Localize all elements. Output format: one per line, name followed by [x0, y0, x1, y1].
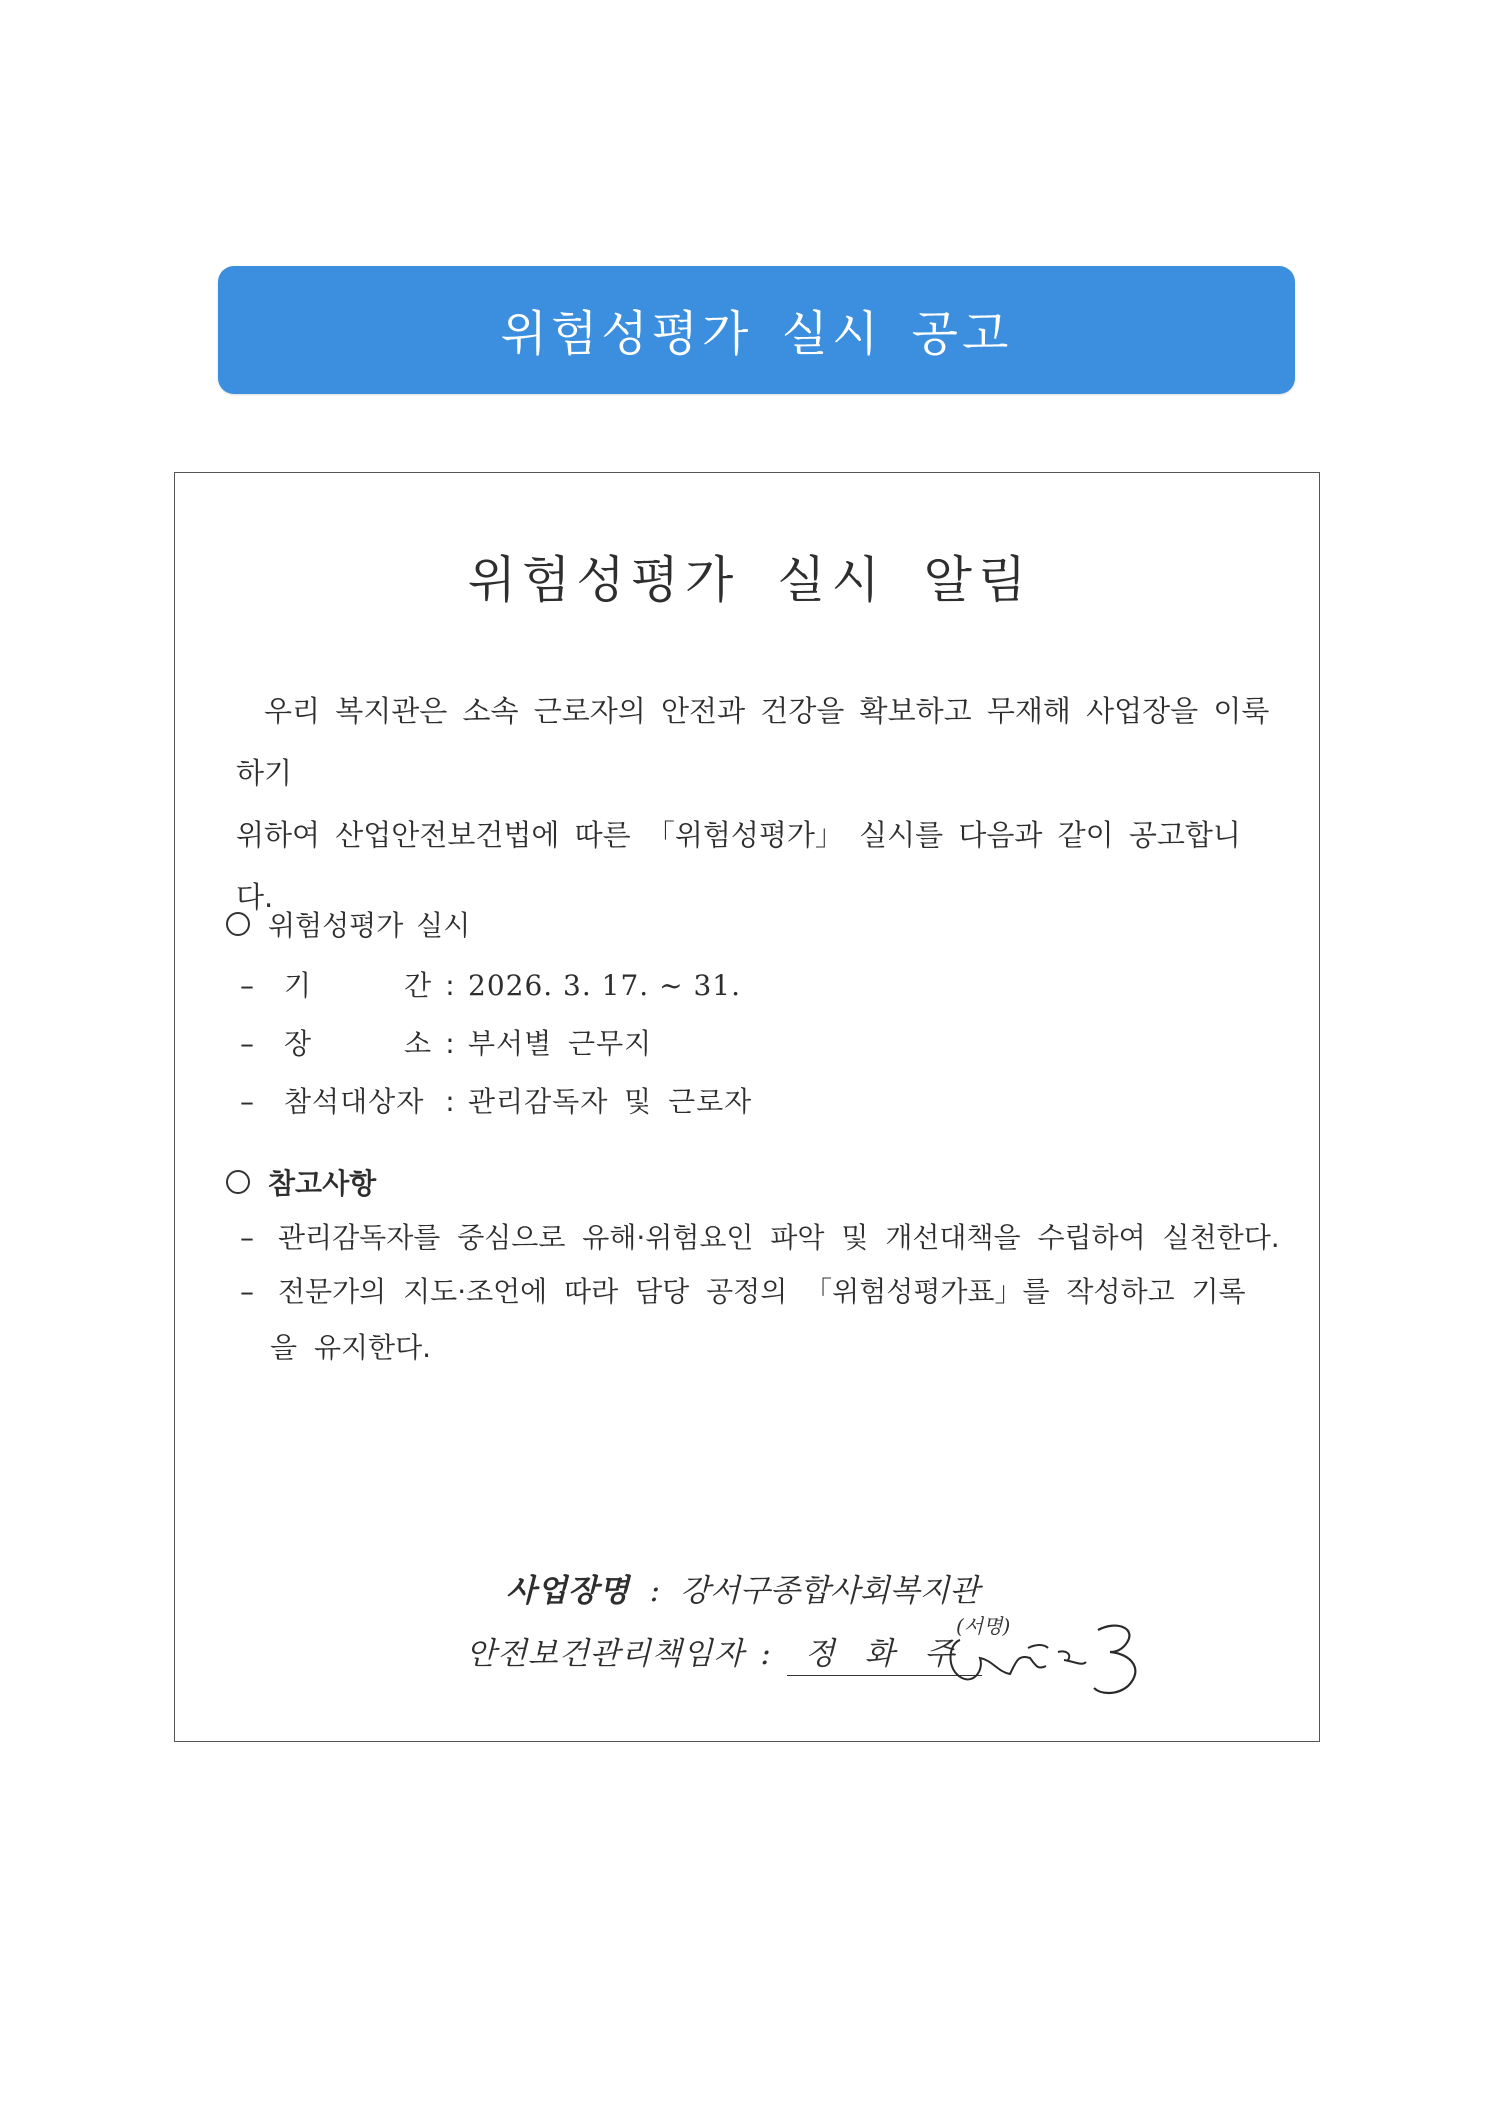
section-heading-assessment [226, 904, 470, 944]
circle-bullet-icon [226, 912, 250, 936]
item-separator: : [445, 1027, 455, 1060]
section-heading-notes [226, 1162, 376, 1202]
notice-banner [218, 266, 1295, 394]
banner-title: 위험성평가 실시 공고 [500, 305, 1013, 362]
item-value-attendees: 관리감독자 및 근로자 [468, 1085, 753, 1118]
sign-mark: (서명) [956, 1614, 1011, 1638]
intro-line-2: 위하여 산업안전보건법에 따른 「위험성평가」 실시를 다음과 같이 공고합니다. [236, 818, 1241, 914]
section-heading-text: 위험성평가 실시 [268, 909, 471, 942]
detail-item-period [240, 964, 741, 1004]
manager-name: 정 화 주 [787, 1628, 983, 1676]
circle-bullet-icon [226, 1170, 250, 1194]
item-label-part: 소 [403, 1027, 432, 1060]
item-separator: : [445, 969, 455, 1002]
section-heading-text: 참고사항 [268, 1167, 377, 1200]
item-label-part: 기 [284, 969, 313, 1002]
item-value-place: 부서별 근무지 [468, 1027, 653, 1060]
dash-bullet: – [240, 1085, 254, 1118]
manager-line [0, 1628, 1500, 1676]
dash-bullet: – [240, 969, 254, 1002]
note-text: 관리감독자를 중심으로 유해·위험요인 파악 및 개선대책을 수립하여 실천한다. [278, 1221, 1280, 1254]
dash-bullet: – [240, 1275, 254, 1308]
intro-line-1: 우리 복지관은 소속 근로자의 안전과 건강을 확보하고 무재해 사업장을 이룩하기 [236, 694, 1270, 790]
item-label-part: 간 [403, 969, 432, 1002]
detail-item-place [240, 1022, 652, 1062]
detail-item-attendees [240, 1080, 752, 1120]
workplace-separator: : [649, 1573, 661, 1609]
notice-title: 위험성평가 실시 알림 [467, 551, 1033, 609]
item-label [284, 1022, 432, 1062]
workplace-name: 강서구종합사회복지관 [679, 1573, 980, 1609]
dash-bullet: – [240, 1221, 254, 1254]
notice-intro [236, 680, 1276, 928]
item-label: 참석대상자 [284, 1085, 425, 1118]
manager-separator: : [760, 1636, 771, 1672]
workplace-line [0, 1565, 1500, 1610]
item-label [284, 964, 432, 1004]
handwritten-signature [940, 1600, 1160, 1710]
item-value-period: 2026. 3. 17. ~ 31. [468, 969, 741, 1002]
dash-bullet: – [240, 1027, 254, 1060]
item-separator: : [445, 1085, 455, 1118]
note-text-continued: 을 유지한다. [270, 1331, 432, 1364]
item-label-part: 장 [284, 1027, 313, 1060]
workplace-label: 사업장명 [506, 1573, 630, 1609]
note-item [240, 1210, 1280, 1266]
manager-label: 안전보건관리책임자 [466, 1636, 745, 1672]
note-text: 전문가의 지도·조언에 따라 담당 공정의 「위험성평가표」를 작성하고 기록 [278, 1275, 1246, 1308]
note-item [240, 1264, 1280, 1376]
